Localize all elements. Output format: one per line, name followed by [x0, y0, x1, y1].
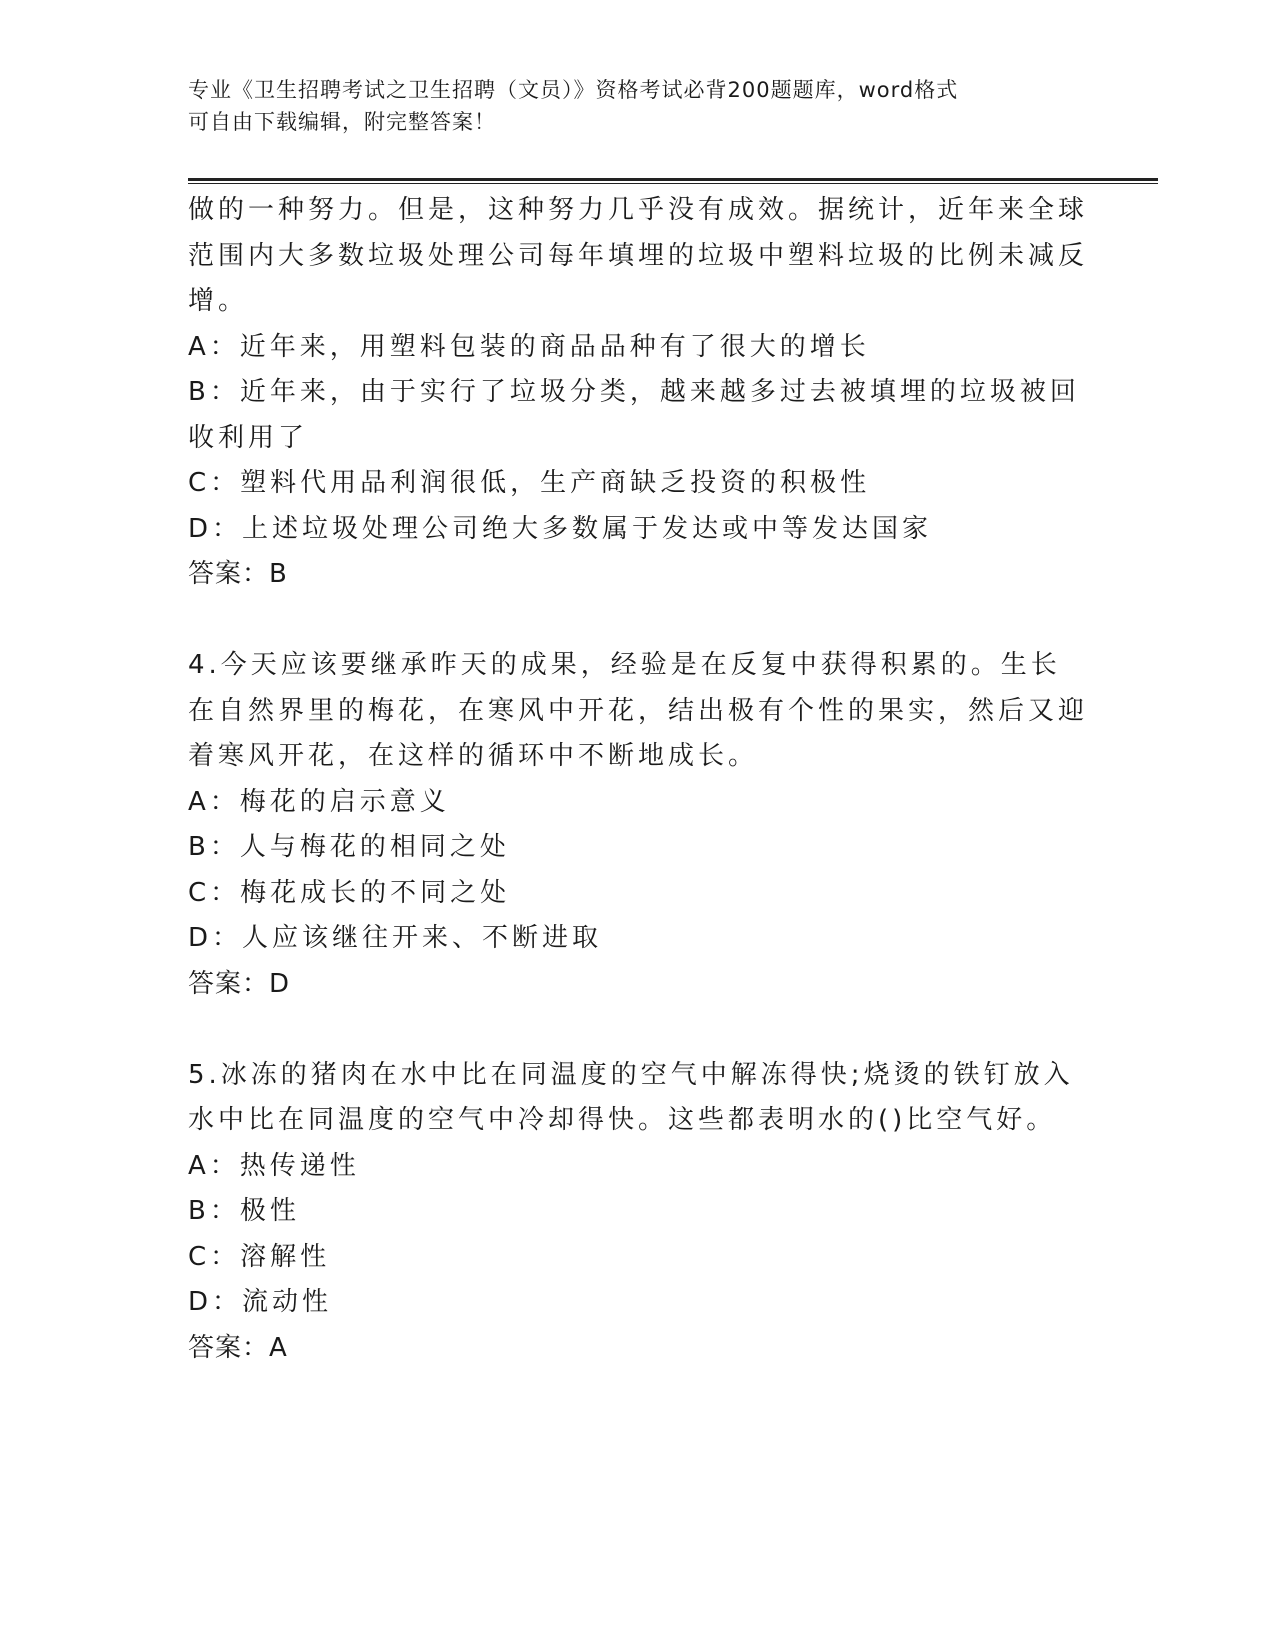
header-divider — [188, 178, 1158, 181]
option-d: D：上述垃圾处理公司绝大多数属于发达或中等发达国家 — [188, 513, 933, 544]
option-b: B：人与梅花的相同之处 — [188, 832, 510, 862]
answer-line: 答案：B — [188, 559, 288, 589]
question-block — [188, 188, 1088, 598]
answer-line: 答案：D — [188, 968, 291, 999]
option-d: D：流动性 — [188, 1287, 333, 1317]
option-a: A：梅花的启示意义 — [188, 786, 450, 817]
option-c: C：溶解性 — [188, 1241, 331, 1272]
question-block — [188, 643, 1088, 1007]
option-b: B：近年来，由于实行了垃圾分类，越来越多过去被填埋的垃圾被回收利用了 — [188, 377, 1080, 453]
header-title-line-1: 专业《卫生招聘考试之卫生招聘（文员）》资格考试必背200题题库，word格式 — [188, 78, 959, 102]
option-b: B：极性 — [188, 1196, 300, 1226]
question-list — [188, 188, 1088, 1371]
question-block — [188, 1053, 1088, 1372]
option-a: A：热传递性 — [188, 1150, 360, 1181]
document-header — [188, 74, 1068, 138]
option-c: C：梅花成长的不同之处 — [188, 877, 511, 908]
header-title-line-2: 可自由下载编辑，附完整答案！ — [188, 110, 496, 134]
question-stem: 4.今天应该要继承昨天的成果，经验是在反复中获得积累的。生长在自然界里的梅花，在寒风中开花，结出极有个性的果实，然后又迎着寒风开花，在这样的循环中不断地成长。 — [188, 650, 1089, 771]
question-stem: 5.冰冻的猪肉在水中比在同温度的空气中解冻得快;烧烫的铁钉放入水中比在同温度的空气中冷却得快。这些都表明水的()比空气好。 — [188, 1059, 1074, 1135]
question-stem: 做的一种努力。但是，这种努力几乎没有成效。据统计，近年来全球范围内大多数垃圾处理公司每年填埋的垃圾中塑料垃圾的比例未减反增。 — [188, 195, 1089, 316]
option-d: D：人应该继往开来、不断进取 — [188, 923, 603, 953]
option-c: C：塑料代用品利润很低，生产商缺乏投资的积极性 — [188, 468, 871, 498]
option-a: A：近年来，用塑料包装的商品品种有了很大的增长 — [188, 331, 870, 362]
answer-line: 答案：A — [188, 1332, 288, 1363]
header-divider-thin — [188, 183, 1158, 184]
